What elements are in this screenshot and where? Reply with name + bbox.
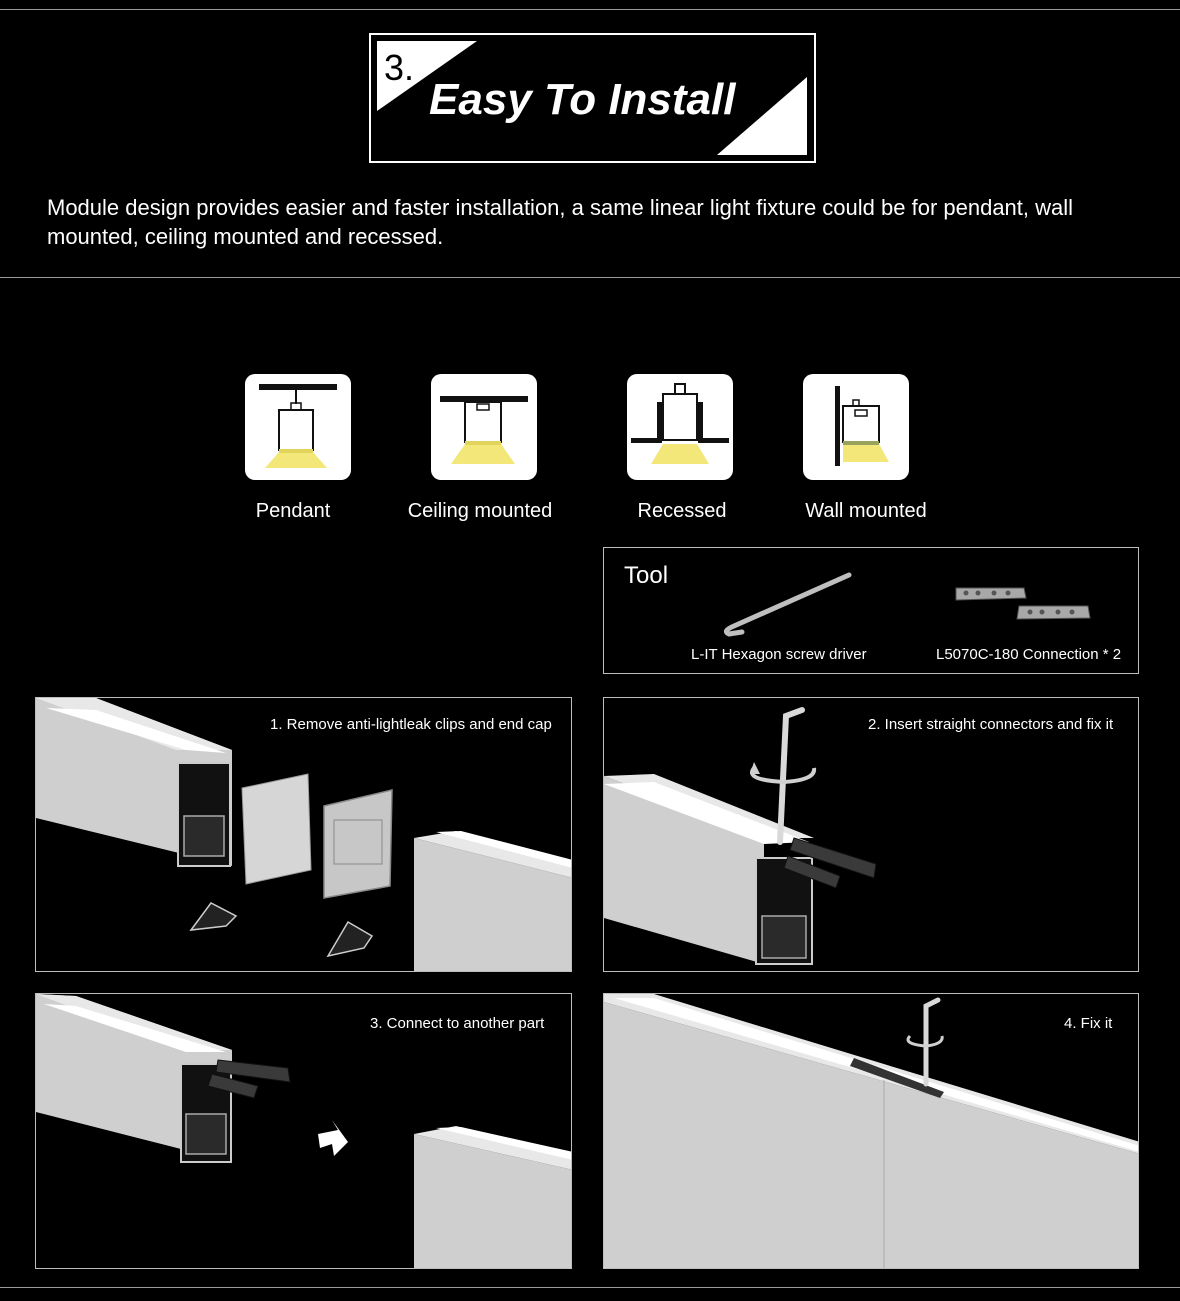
bottom-divider	[0, 1287, 1180, 1288]
tool-label-hex-key: L-IT Hexagon screw driver	[691, 646, 867, 663]
tool-panel	[603, 547, 1139, 674]
step-panel-3	[35, 993, 572, 1269]
mount-label-pendant: Pendant	[255, 500, 331, 522]
tool-title: Tool	[624, 562, 669, 589]
step-caption-1: 1. Remove anti-lightleak clips and end cap	[270, 716, 552, 733]
description-text: Module design provides easier and faster installation, a same linear light fixture could be for pendant, wall mounted, ceiling mounted and recessed.	[47, 195, 1074, 249]
tool-label-connection: L5070C-180 Connection * 2	[936, 646, 1122, 663]
recessed-mount-icon	[627, 374, 733, 480]
pendant-mount-icon	[245, 374, 351, 480]
mount-label-recessed: Recessed	[637, 500, 727, 522]
step-caption-2: 2. Insert straight connectors and fix it	[868, 716, 1114, 733]
section-number: 3.	[384, 47, 415, 88]
step-caption-4: 4. Fix it	[1064, 1015, 1113, 1032]
step-panel-1	[35, 697, 572, 972]
section-title-box	[369, 33, 816, 163]
mount-label-ceiling: Ceiling mounted	[407, 500, 553, 522]
section-divider	[0, 277, 1180, 278]
step-panel-4	[603, 993, 1139, 1269]
wall-mount-icon	[803, 374, 909, 480]
connector-plate-icon	[956, 588, 1090, 619]
step-panel-2	[603, 697, 1139, 972]
step-caption-3: 3. Connect to another part	[370, 1015, 545, 1032]
ceiling-mount-icon	[431, 374, 537, 480]
top-divider	[0, 9, 1180, 10]
section-title: Easy To Install	[429, 75, 736, 124]
mount-label-wall: Wall mounted	[805, 500, 927, 522]
